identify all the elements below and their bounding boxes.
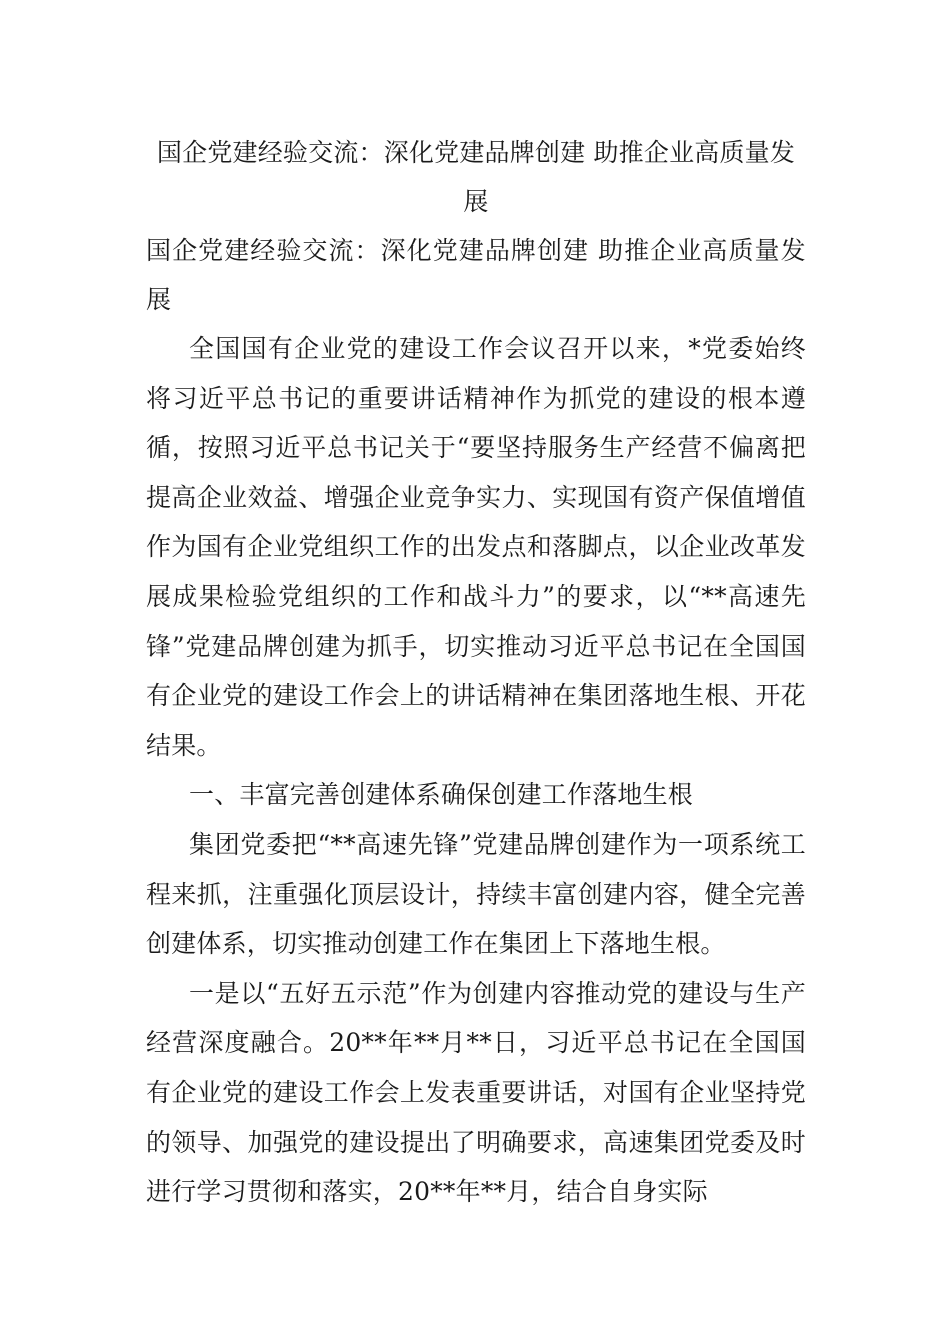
paragraph-intro: 全国国有企业党的建设工作会议召开以来，*党委始终将习近平总书记的重要讲话精神作为抓党的建设的根本遵循，按照习近平总书记关于“要坚持服务生产经营不偏离把提高企业效益、增强企业竞争实力、实现国有资产保值增值作为国有企业党组织工作的出发点和落脚点，以企业改革发展成果检验党组织的工作和战斗力”的要求，以“**高速先锋”党建品牌创建为抓手，切实推动习近平总书记在全国国有企业党的建设工作会上的讲话精神在集团落地生根、开花结果。 <box>146 334 806 760</box>
section-heading-1: 一、丰富完善创建体系确保创建工作落地生根 <box>189 780 694 810</box>
paragraph-point-1: 一是以“五好五示范”作为创建内容推动党的建设与生产经营深度融合。20**年**月**日，习近平总书记在全国国有企业党的建设工作会上发表重要讲话，对国有企业坚持党的领导、加强党的建设提出了明确要求，高速集团党委及时进行学习贯彻和落实，20**年**月，结合自身实际 <box>146 978 806 1207</box>
document-title: 国企党建经验交流：深化党建品牌创建 助推企业高质量发展 <box>156 138 796 216</box>
document-body <box>146 128 806 1217</box>
document-subtitle: 国企党建经验交流：深化党建品牌创建 助推企业高质量发展 <box>146 236 806 314</box>
paragraph-section-1: 集团党委把“**高速先锋”党建品牌创建作为一项系统工程来抓，注重强化顶层设计，持续丰富创建内容，健全完善创建体系，切实推动创建工作在集团上下落地生根。 <box>146 829 806 959</box>
